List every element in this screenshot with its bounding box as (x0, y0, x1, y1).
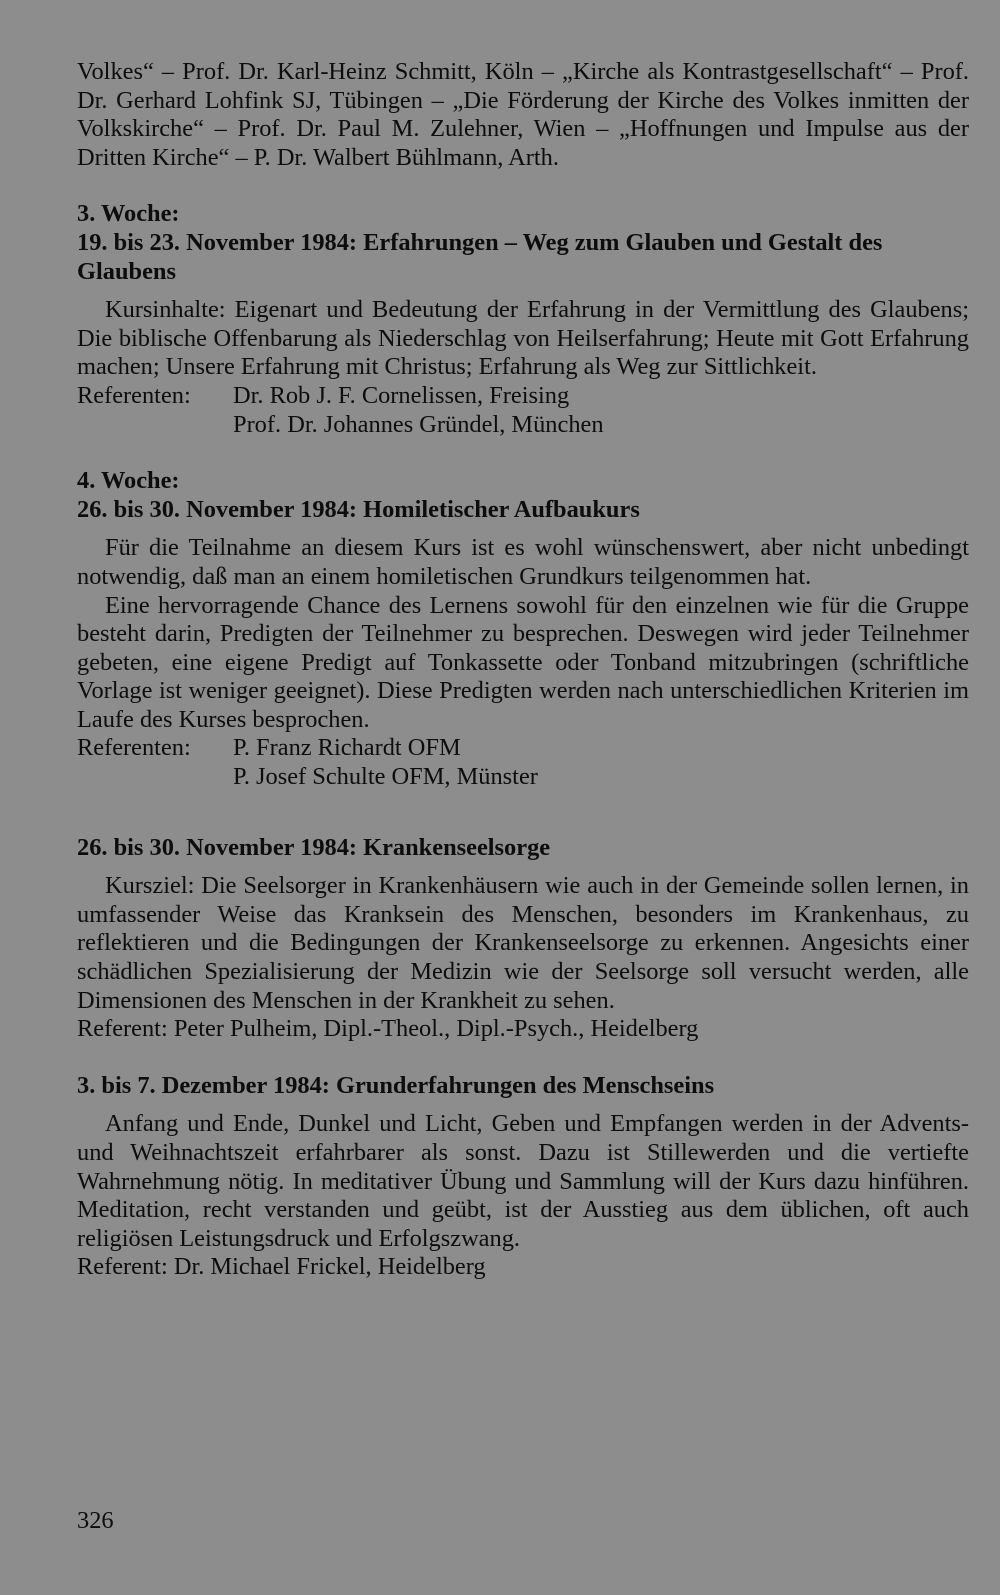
week3-body: Kursinhalte: Eigenart und Bedeutung der Erfahrung in der Vermittlung des Glaubens; Die biblische Offenbarung als Niederschlag von Heilserfahrung; Heute mit Gott Erfahrung machen; Unsere Erfahrung mit Christus; Erfahrung als Weg zur Sittlichkeit. (77, 296, 969, 381)
grunderfahrungen-referent: Referent: Dr. Michael Frickel, Heidelberg (77, 1253, 486, 1281)
week4-heading: 26. bis 30. November 1984: Homiletischer Aufbaukurs (77, 495, 640, 523)
week3-heading: 19. bis 23. November 1984: Erfahrungen – Weg zum Glauben und Gestalt des Glaubens (77, 228, 883, 285)
grunderfahrungen-heading: 3. bis 7. Dezember 1984: Grunderfahrungen des Menschseins (77, 1071, 715, 1099)
week3-label: 3. Woche: (77, 200, 180, 228)
week4-paragraph-2: Eine hervorragende Chance des Lernens sowohl für den einzelnen wie für die Gruppe besteht darin, Predigten der Teilnehmer zu besprechen. Deswegen wird jeder Teilnehmer gebeten, eine eigene Predigt auf Tonkassette oder Tonband mitzubringen (schriftliche Vorlage ist weniger geeignet). Diese Predigten werden nach unterschiedlichen Kriterien im Laufe des Kurses besprochen. (77, 591, 969, 733)
referenten-label: Referenten: (77, 734, 191, 762)
krankenseelsorge-heading: 26. bis 30. November 1984: Krankenseelsorge (77, 833, 551, 861)
week4-paragraph-1: Für die Teilnahme an diesem Kurs ist es wohl wünschenswert, aber nicht unbedingt notwendig, daß man an einem homiletischen Grundkurs teilgenommen hat. (77, 534, 969, 590)
krankenseelsorge-referent: Referent: Peter Pulheim, Dipl.-Theol., Dipl.-Psych., Heidelberg (77, 1015, 699, 1043)
intro-paragraph: Volkes“ – Prof. Dr. Karl-Heinz Schmitt, Köln – „Kirche als Kontrastgesellschaft“ – Prof. Dr. Gerhard Lohfink SJ, Tübingen – „Die Förderung der Kirche des Volkes inmitten der Volkskirche“ – Prof. Dr. Paul M. Zulehner, Wien – „Hoffnungen und Impulse aus der Dritten Kirche“ – P. Dr. Walbert Bühlmann, Arth. (77, 58, 969, 171)
week4-label: 4. Woche: (77, 467, 180, 495)
page-number: 326 (77, 1507, 114, 1534)
week3-referenten (77, 382, 969, 439)
referenten-label: Referenten: (77, 381, 191, 409)
grunderfahrungen-body: Anfang und Ende, Dunkel und Licht, Geben und Empfangen werden in der Advents- und Weihnachtszeit erfahrbarer als sonst. Dazu ist Stillewerden und die vertiefte Wahrnehmung nötig. In meditativer Übung und Sammlung will der Kurs dazu hinführen. Meditation, recht verstanden und geübt, ist der Ausstieg aus dem üblichen, oft auch religiösen Leistungsdruck und Erfolgszwang. (77, 1110, 969, 1252)
referent-name: P. Franz Richardt OFM (233, 734, 461, 762)
referent-name: Dr. Rob J. F. Cornelissen, Freising (233, 381, 570, 409)
week4-referenten (77, 734, 969, 791)
krankenseelsorge-body: Kursziel: Die Seelsorger in Krankenhäusern wie auch in der Gemeinde sollen lernen, in umfassender Weise das Kranksein des Menschen, besonders im Krankenhaus, zu reflektieren und die Bedingungen der Krankenseelsorge zu erkennen. Angesichts einer schädlichen Spezialisierung der Medizin wie der Seelsorge soll versucht werden, alle Dimensionen des Menschen in der Krankheit zu sehen. (77, 872, 969, 1014)
referent-name: P. Josef Schulte OFM, Münster (233, 763, 538, 791)
page-content (77, 58, 969, 1282)
referent-name: Prof. Dr. Johannes Gründel, München (233, 410, 604, 438)
